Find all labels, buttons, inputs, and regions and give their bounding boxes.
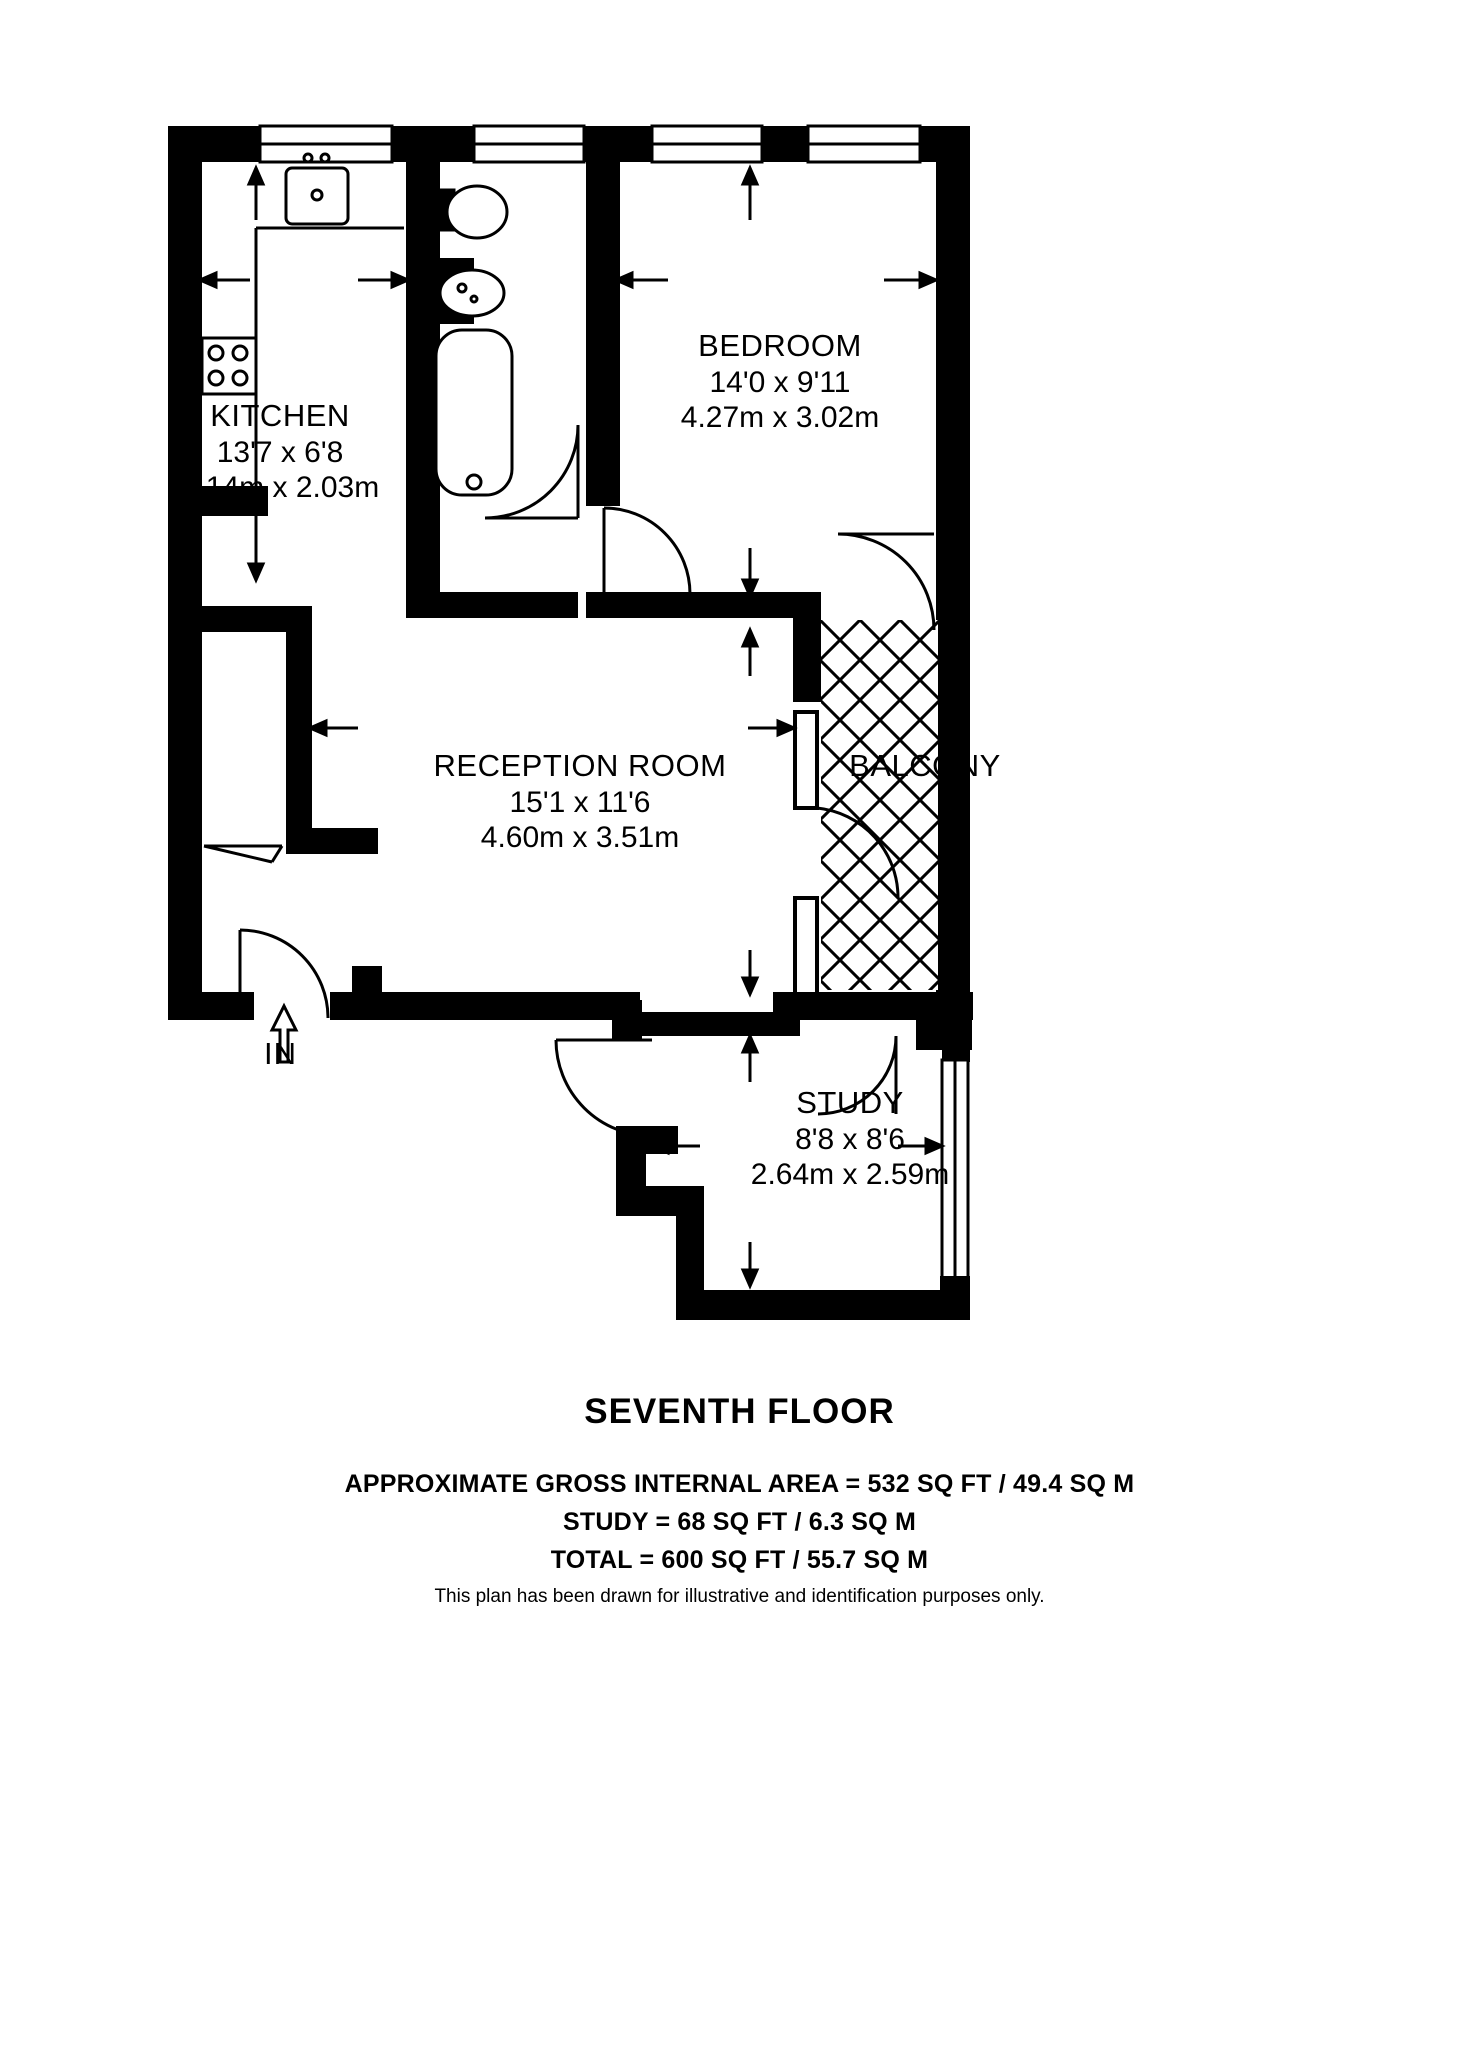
bedroom-name: BEDROOM xyxy=(698,328,862,363)
floor-title: SEVENTH FLOOR xyxy=(584,1392,895,1431)
study-metric: 2.64m x 2.59m xyxy=(750,1157,950,1191)
room-label-bedroom xyxy=(620,328,940,435)
bedroom-metric: 4.27m x 3.02m xyxy=(680,400,880,434)
kitchen-imperial: 13'7 x 6'8 xyxy=(216,435,344,469)
disclaimer-text: This plan has been drawn for illustrative and identification purposes only. xyxy=(434,1586,1045,1607)
balcony-hatch xyxy=(821,620,938,990)
total-area-text: TOTAL = 600 SQ FT / 55.7 SQ M xyxy=(550,1546,929,1574)
reception-imperial: 15'1 x 11'6 xyxy=(509,785,651,819)
room-label-balcony xyxy=(800,748,1050,785)
kitchen-name: KITCHEN xyxy=(210,398,350,433)
study-area-text: STUDY = 68 SQ FT / 6.3 SQ M xyxy=(563,1508,916,1536)
kitchen-fixtures xyxy=(202,154,404,580)
reception-metric: 4.60m x 3.51m xyxy=(480,820,680,854)
entrance-label: IN xyxy=(264,1036,297,1071)
gross-area-text: APPROXIMATE GROSS INTERNAL AREA = 532 SQ FT / 49.4 SQ M xyxy=(344,1470,1135,1498)
balcony-name: BALCONY xyxy=(849,748,1001,783)
bedroom-imperial: 14'0 x 9'11 xyxy=(709,365,851,399)
room-label-study xyxy=(700,1085,1000,1192)
room-label-reception xyxy=(400,748,760,855)
bathroom-fixtures xyxy=(436,186,512,495)
study-imperial: 8'8 x 8'6 xyxy=(795,1122,905,1156)
kitchen-metric: 4.14m x 2.03m xyxy=(180,470,380,504)
reception-name: RECEPTION ROOM xyxy=(433,748,727,783)
study-name: STUDY xyxy=(796,1085,904,1120)
room-label-kitchen xyxy=(150,398,410,505)
